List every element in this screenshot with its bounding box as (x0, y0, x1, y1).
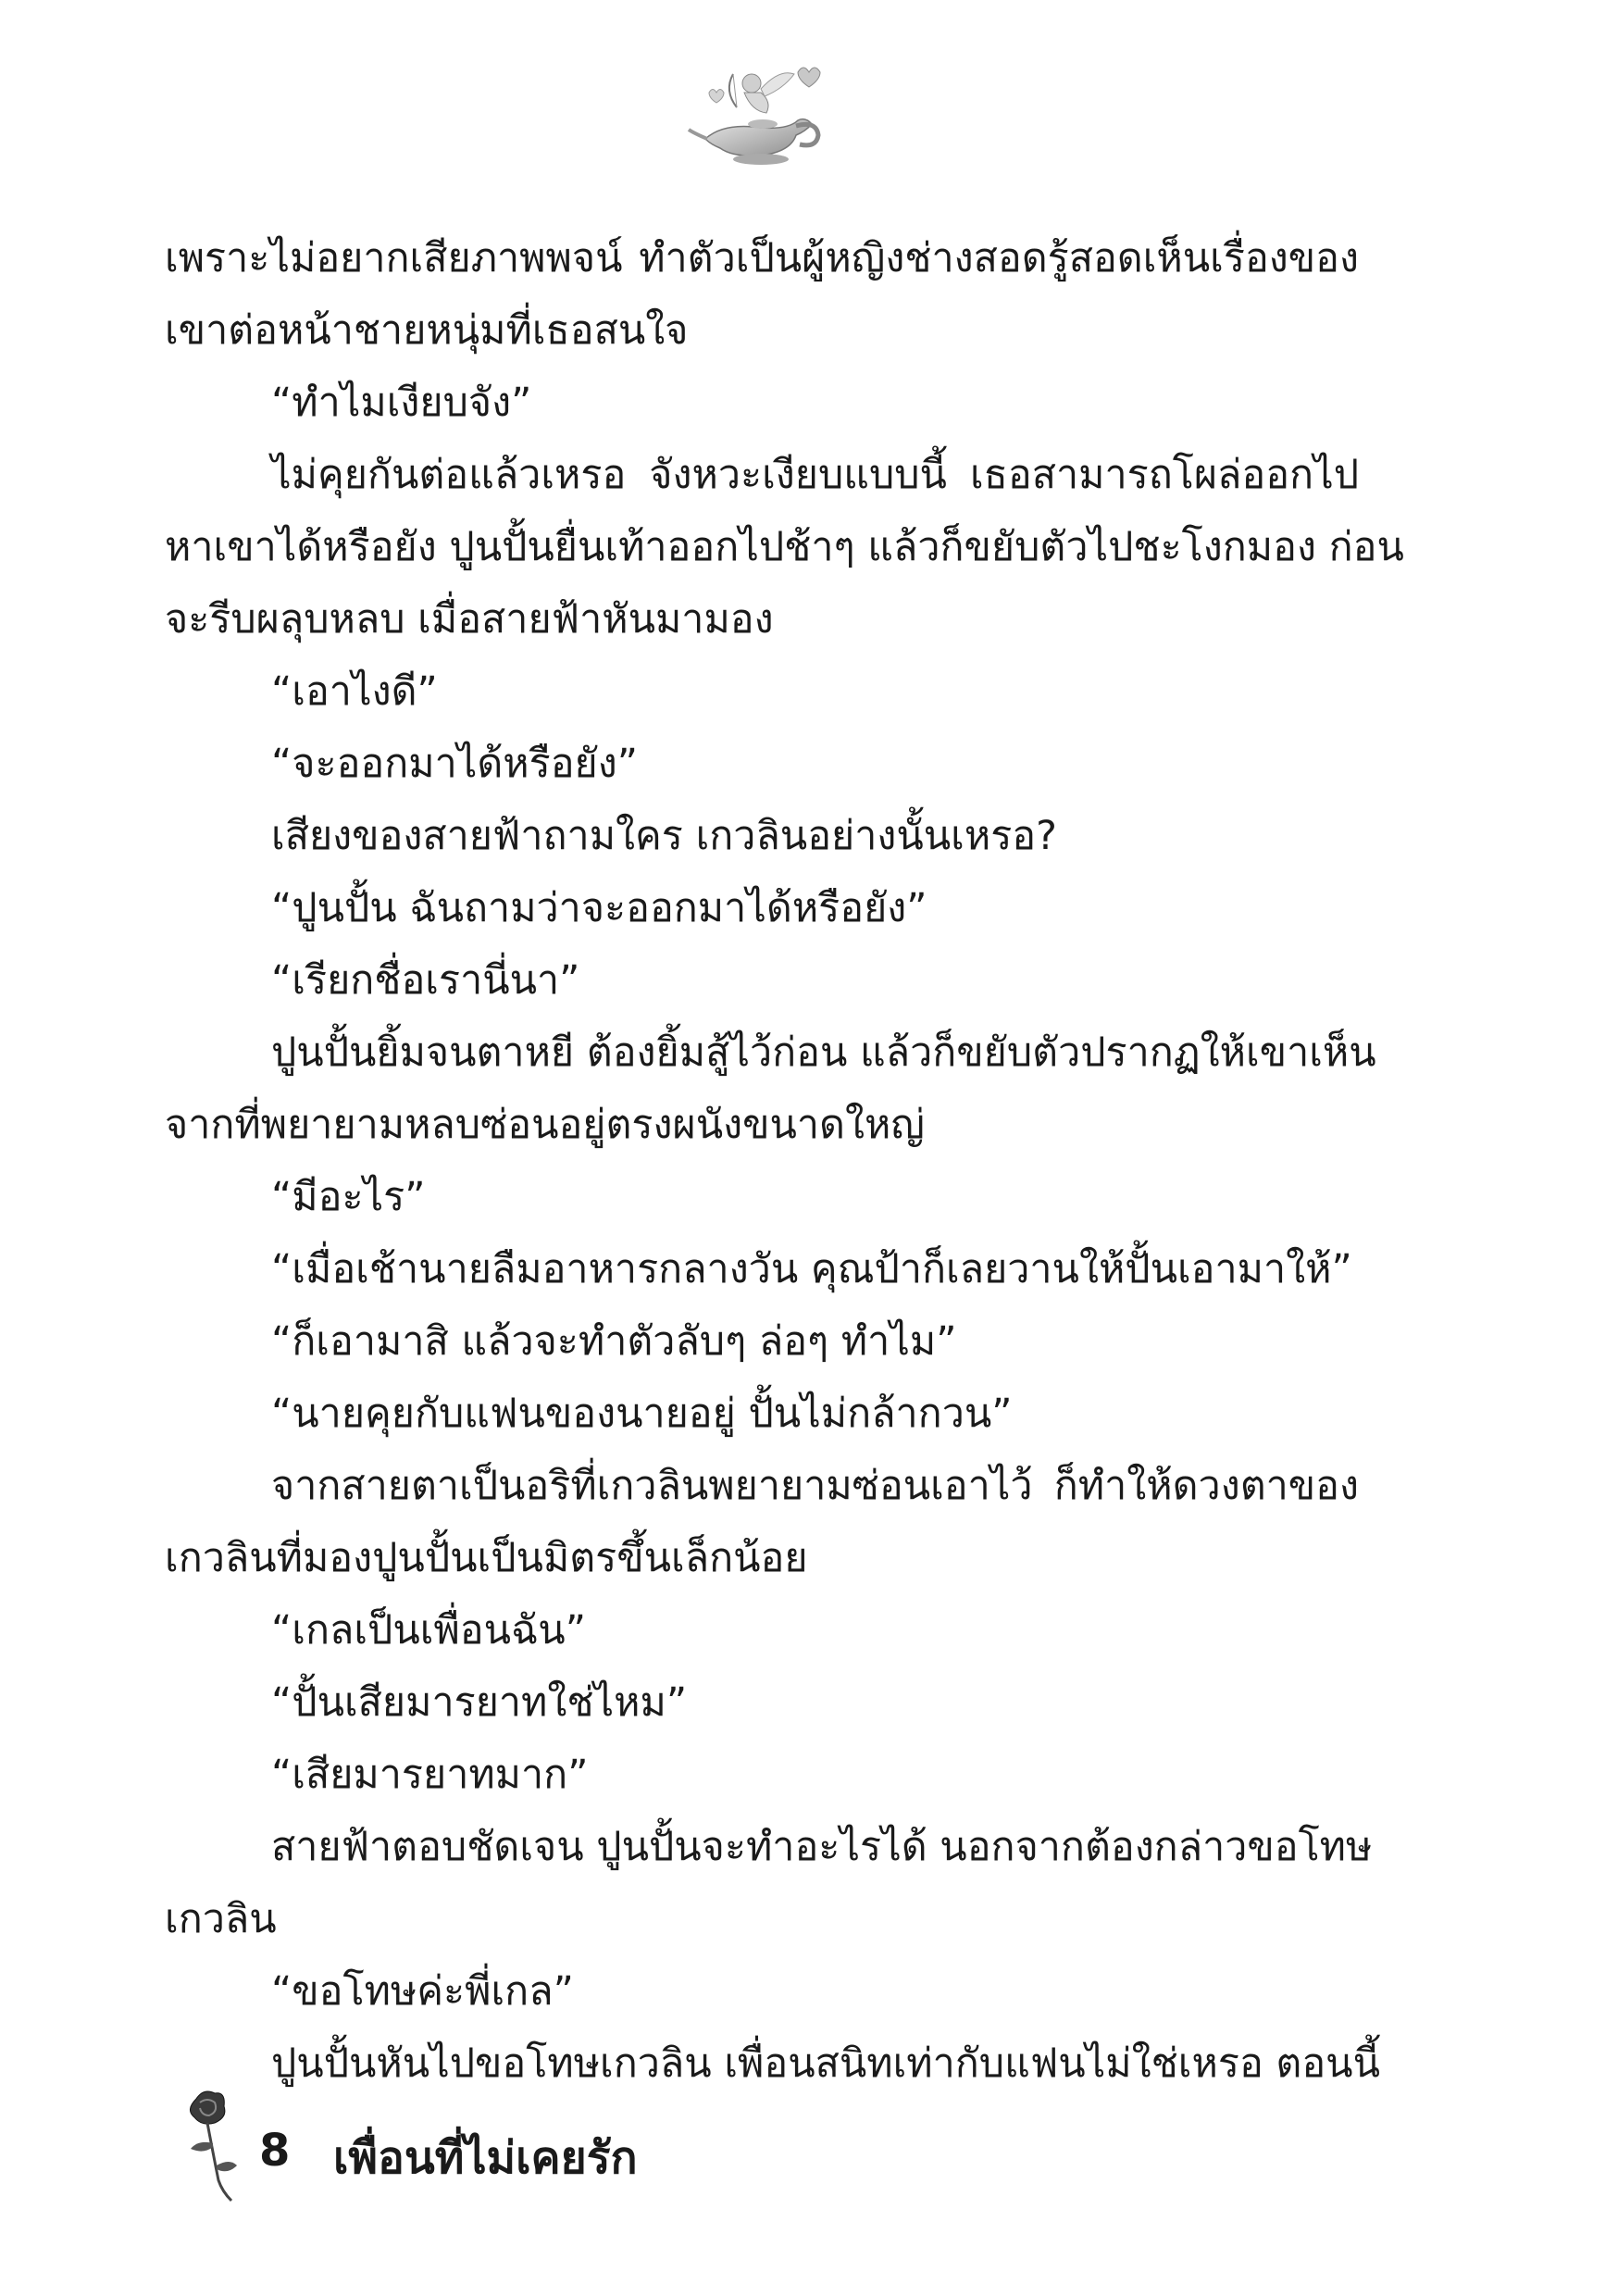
magic-lamp-cupid-icon (687, 56, 835, 176)
page-footer (176, 2088, 1009, 2208)
text-line: เกวลิน (165, 1896, 277, 1942)
page-number: 8 (259, 2125, 291, 2177)
body-text (165, 222, 1404, 2100)
text-line: “เสียมารยาทมาก” (271, 1752, 589, 1798)
text-line: จะรีบผลุบหลบ เมื่อสายฟ้าหันมามอง (165, 596, 774, 643)
text-line: “นายคุยกับแฟนของนายอยู่ ปั้นไม่กล้ากวน” (271, 1391, 1013, 1437)
text-line: “ก็เอามาสิ แล้วจะทำตัวลับๆ ล่อๆ ทำไม” (271, 1318, 957, 1365)
text-line: สายฟ้าตอบชัดเจน ปูนปั้นจะทำอะไรได้ นอกจากต้องกล่าวขอโทษ (271, 1824, 1373, 1870)
text-line: ปูนปั้นยิ้มจนตาหยี ต้องยิ้มสู้ไว้ก่อน แล้วก็ขยับตัวปรากฏให้เขาเห็น (271, 1029, 1376, 1076)
book-title: เพื่อนที่ไม่เคยรัก (333, 2132, 638, 2184)
text-line: “ปั้นเสียมารยาทใช่ไหม” (271, 1679, 688, 1726)
rose-icon (176, 2088, 241, 2203)
text-line: เสียงของสายฟ้าถามใคร เกวลินอย่างนั้นเหรอ? (271, 813, 1057, 859)
text-line: “เอาไงดี” (271, 668, 438, 715)
text-line: จากที่พยายามหลบซ่อนอยู่ตรงผนังขนาดใหญ่ (165, 1102, 925, 1148)
text-line: เขาต่อหน้าชายหนุ่มที่เธอสนใจ (165, 307, 689, 354)
text-line: ไม่คุยกันต่อแล้วเหรอ จังหวะเงียบแบบนี้ เธอสามารถโผล่ออกไป (271, 452, 1359, 498)
text-line: “เมื่อเช้านายลืมอาหารกลางวัน คุณป้าก็เลยวานให้ปั้นเอามาให้” (271, 1246, 1352, 1292)
text-line: “เกลเป็นเพื่อนฉัน” (271, 1607, 586, 1653)
text-line: “ปูนปั้น ฉันถามว่าจะออกมาได้หรือยัง” (271, 885, 927, 931)
text-line: เพราะไม่อยากเสียภาพพจน์ ทำตัวเป็นผู้หญิงช่างสอดรู้สอดเห็นเรื่องของ (165, 235, 1359, 281)
text-line: หาเขาได้หรือยัง ปูนปั้นยื่นเท้าออกไปช้าๆ แล้วก็ขยับตัวไปชะโงกมอง ก่อน (165, 524, 1404, 570)
text-line: “มีอะไร” (271, 1174, 426, 1220)
text-line: เกวลินที่มองปูนปั้นเป็นมิตรขึ้นเล็กน้อย (165, 1535, 808, 1581)
text-line: “จะออกมาได้หรือยัง” (271, 741, 639, 787)
text-line: “ขอโทษค่ะพี่เกล” (271, 1968, 574, 2015)
text-line: “ทำไมเงียบจัง” (271, 380, 532, 426)
text-line: จากสายตาเป็นอริที่เกวลินพยายามซ่อนเอาไว้ ก็ทำให้ดวงตาของ (271, 1463, 1359, 1509)
text-line: “เรียกชื่อเรานี่นา” (271, 957, 580, 1004)
text-line: ปูนปั้นหันไปขอโทษเกวลิน เพื่อนสนิทเท่ากับแฟนไม่ใช่เหรอ ตอนนี้ (271, 2040, 1380, 2087)
